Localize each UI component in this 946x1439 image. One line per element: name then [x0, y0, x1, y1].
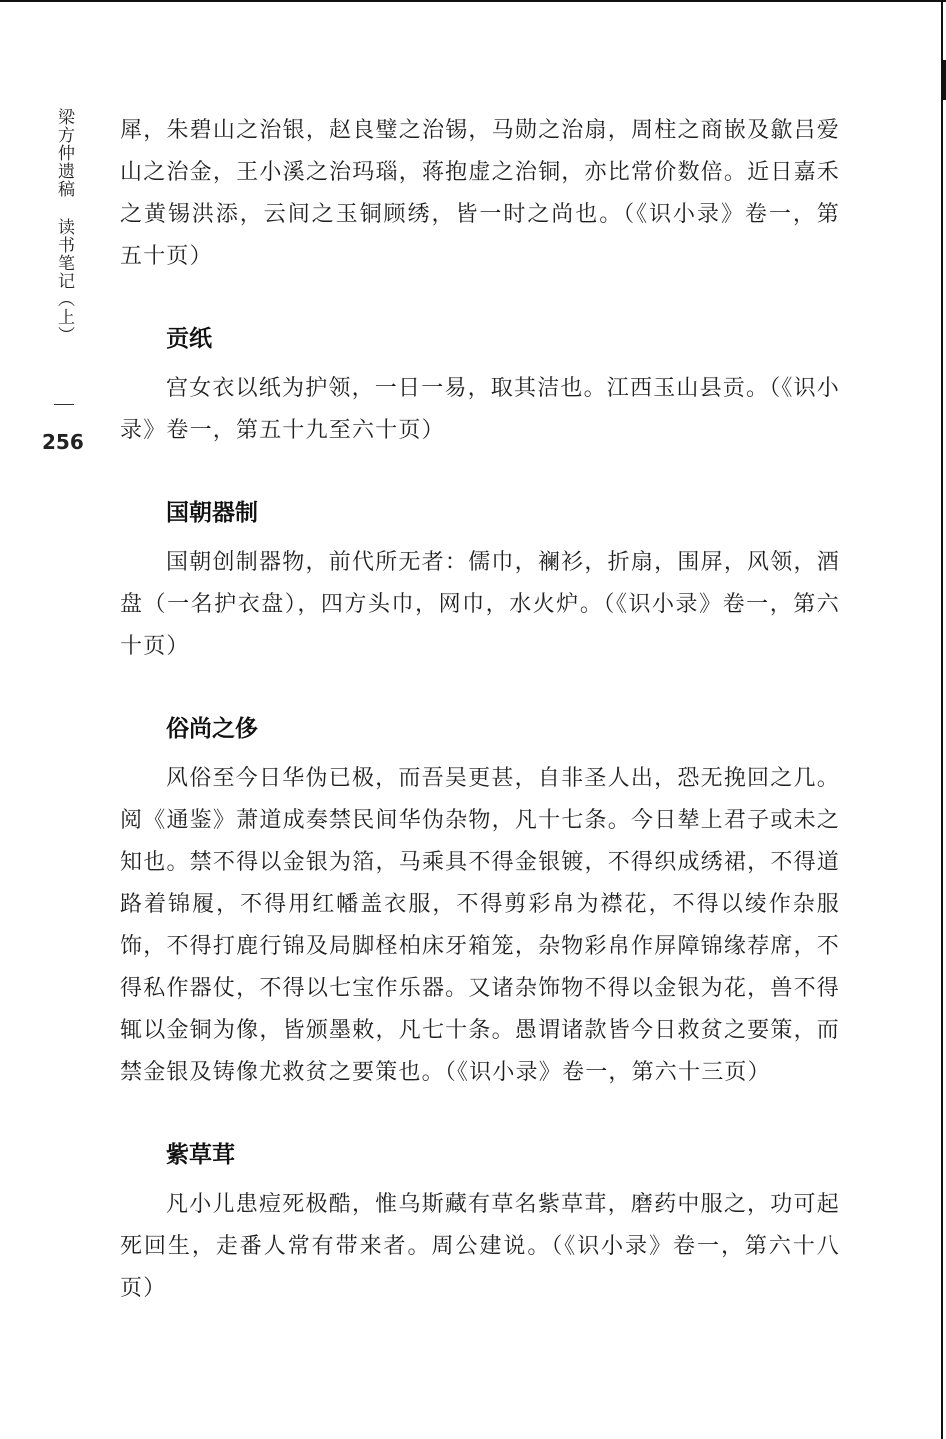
section-heading-sushang-zhichi: 俗尚之侈 [166, 716, 258, 742]
section-heading-gongzhi: 贡纸 [166, 326, 212, 352]
section-text-sushang-zhichi: 风俗至今日华伪已极，而吾吴更甚，自非圣人出，恐无挽回之几。阅《通鉴》萧道成奏禁民间华伪杂物，凡十七条。今日辇上君子或未之知也。禁不得以金银为箔，马乘具不得金银镀，不得织成绣裙，不得道路着锦履，不得用红幡盖衣服，不得剪彩帛为襟花，不得以绫作杂服饰，不得打鹿行锦及局脚柽柏床牙箱笼，杂物彩帛作屏障锦缘荐席，不得私作器仗，不得以七宝作乐器。又诸杂饰物不得以金银为花，兽不得辄以金铜为像，皆颁墨敕，凡七十条。愚谓诸款皆今日救贫之要策，而禁金银及铸像尤救贫之要策也。（《识小录》卷一，第六十三页） [120, 766, 840, 1085]
page-top-border [0, 0, 946, 2]
book-title: 梁方仲遗稿 [54, 108, 74, 198]
section-heading-zicaorong: 紫草茸 [166, 1142, 235, 1168]
volume-title: 读书笔记（上） [54, 218, 74, 344]
page-body [120, 110, 840, 1310]
running-header [52, 108, 76, 344]
header-divider [54, 404, 74, 405]
section-text-gongzhi: 宫女衣以纸为护领，一日一易，取其洁也。江西玉山县贡。（《识小录》卷一，第五十九至六十页） [120, 376, 841, 443]
section-text-zicaorong: 凡小儿患痘死极酷，惟乌斯藏有草名紫草茸，磨药中服之，功可起死回生，走番人常有带来者。周公建说。（《识小录》卷一，第六十八页） [120, 1192, 840, 1301]
continued-paragraph: 犀，朱碧山之治银，赵良璧之治锡，马勋之治扇，周柱之商嵌及歙吕爱山之治金，王小溪之治玛瑙，蒋抱虚之治铜，亦比常价数倍。近日嘉禾之黄锡洪添，云间之玉铜顾绣，皆一时之尚也。（《识小录》卷一，第五十页） [120, 118, 840, 269]
section-heading-guochao-qizhi: 国朝器制 [166, 500, 258, 526]
page-number: 256 [42, 430, 84, 454]
page-right-border [941, 0, 943, 1439]
section-text-guochao-qizhi: 国朝创制器物，前代所无者：儒巾，襕衫，折扇，围屏，风领，酒盘（一名护衣盘），四方头巾，网巾，水火炉。（《识小录》卷一，第六十页） [120, 550, 840, 659]
